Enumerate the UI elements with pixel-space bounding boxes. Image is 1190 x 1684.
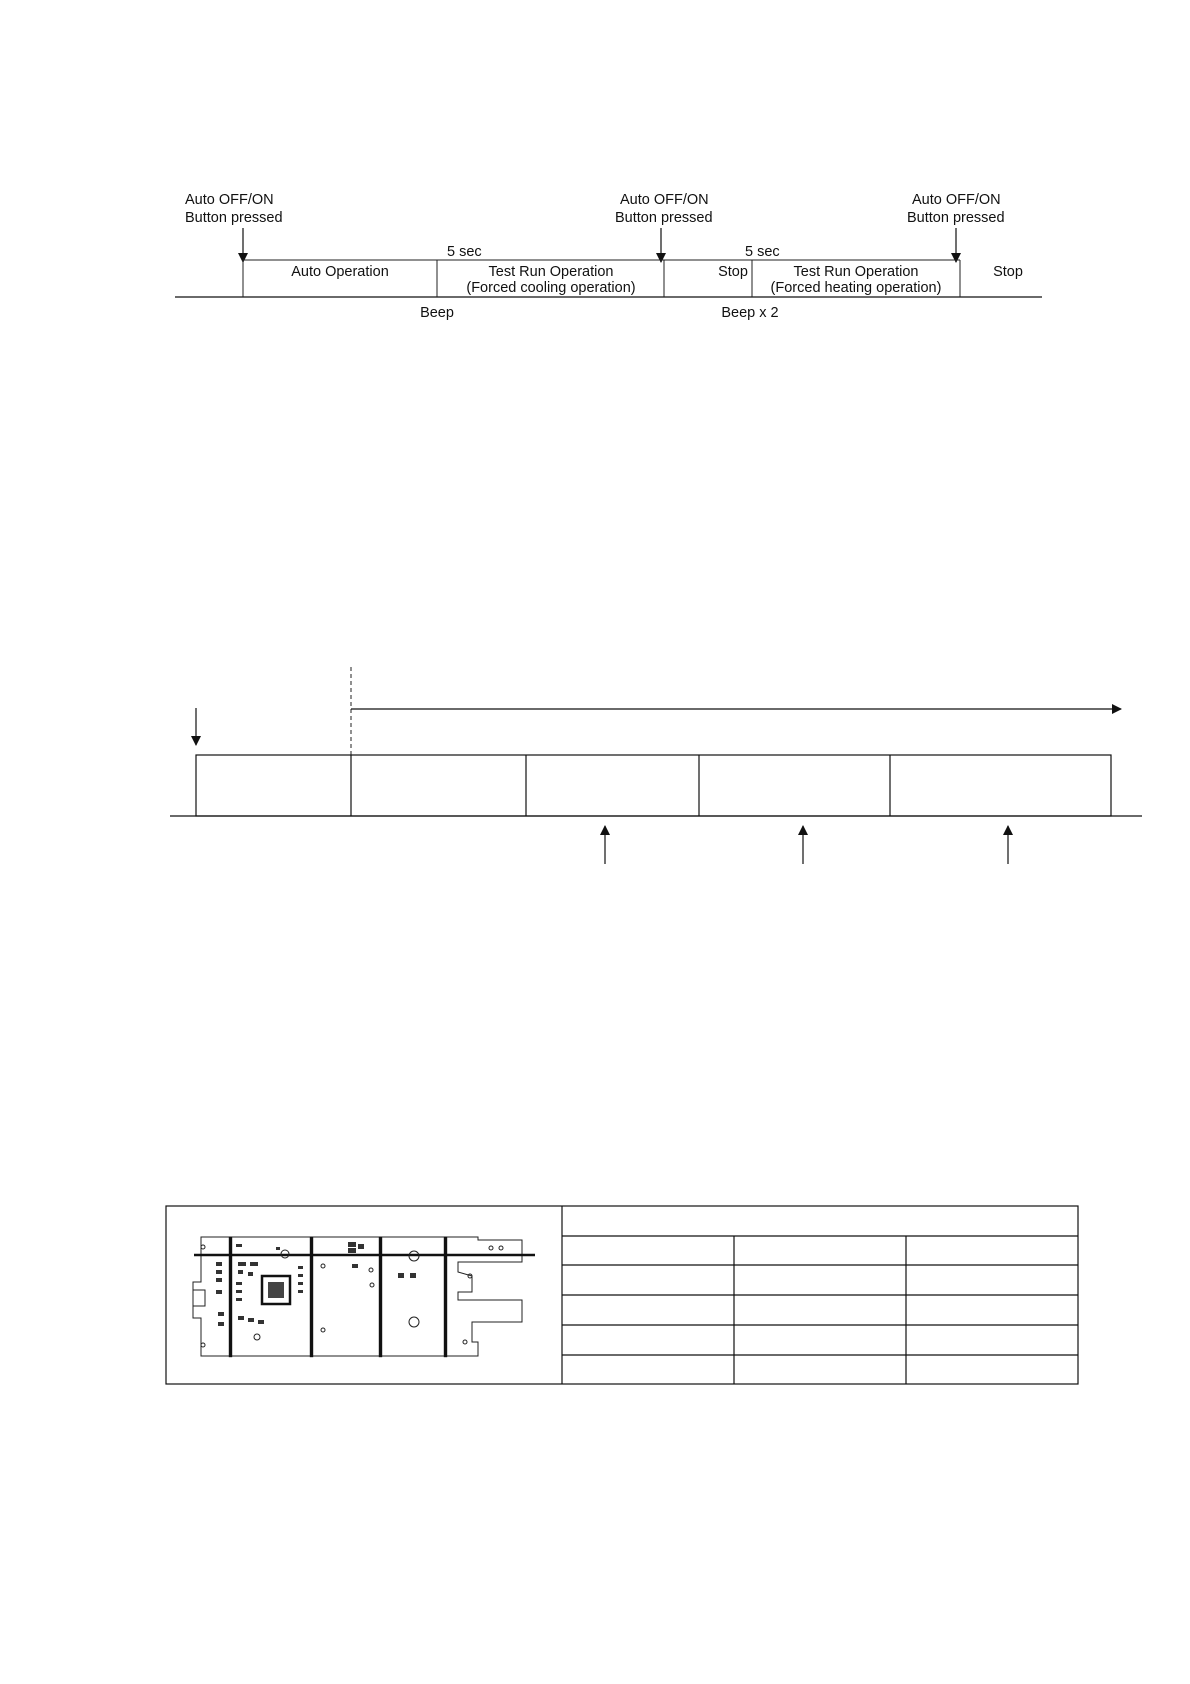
empty-table (562, 1236, 1078, 1384)
segment-stop-2: Stop (993, 264, 1023, 280)
test-run-timing-diagram (175, 192, 1042, 321)
beep-label: Beep (420, 305, 454, 321)
press-label-3-line1: Auto OFF/ON (912, 192, 1001, 208)
sequence-box (196, 755, 1111, 816)
segment-auto-operation: Auto Operation (291, 264, 389, 280)
pcb-and-table (166, 1206, 1078, 1384)
segment-test-run-heating-title: Test Run Operation (793, 264, 919, 280)
delay-label-1: 5 sec (447, 244, 482, 260)
press-label-2-line1: Auto OFF/ON (620, 192, 709, 208)
sequence-timing-diagram (170, 667, 1142, 864)
beep-twice-label: Beep x 2 (721, 305, 779, 321)
press-label-1-line1: Auto OFF/ON (185, 192, 274, 208)
chip-core (268, 1282, 284, 1298)
pcb-board-drawing (193, 1237, 535, 1356)
press-label-1-line2: Button pressed (185, 210, 283, 226)
segment-forced-heating: (Forced heating operation) (770, 280, 942, 296)
press-label-3-line2: Button pressed (907, 210, 1005, 226)
connector (193, 1290, 205, 1306)
segment-forced-cooling: (Forced cooling operation) (466, 280, 636, 296)
segment-test-run-cooling-title: Test Run Operation (488, 264, 614, 280)
delay-label-2: 5 sec (745, 244, 780, 260)
press-label-2-line2: Button pressed (615, 210, 713, 226)
segment-stop-1: Stop (718, 264, 748, 280)
